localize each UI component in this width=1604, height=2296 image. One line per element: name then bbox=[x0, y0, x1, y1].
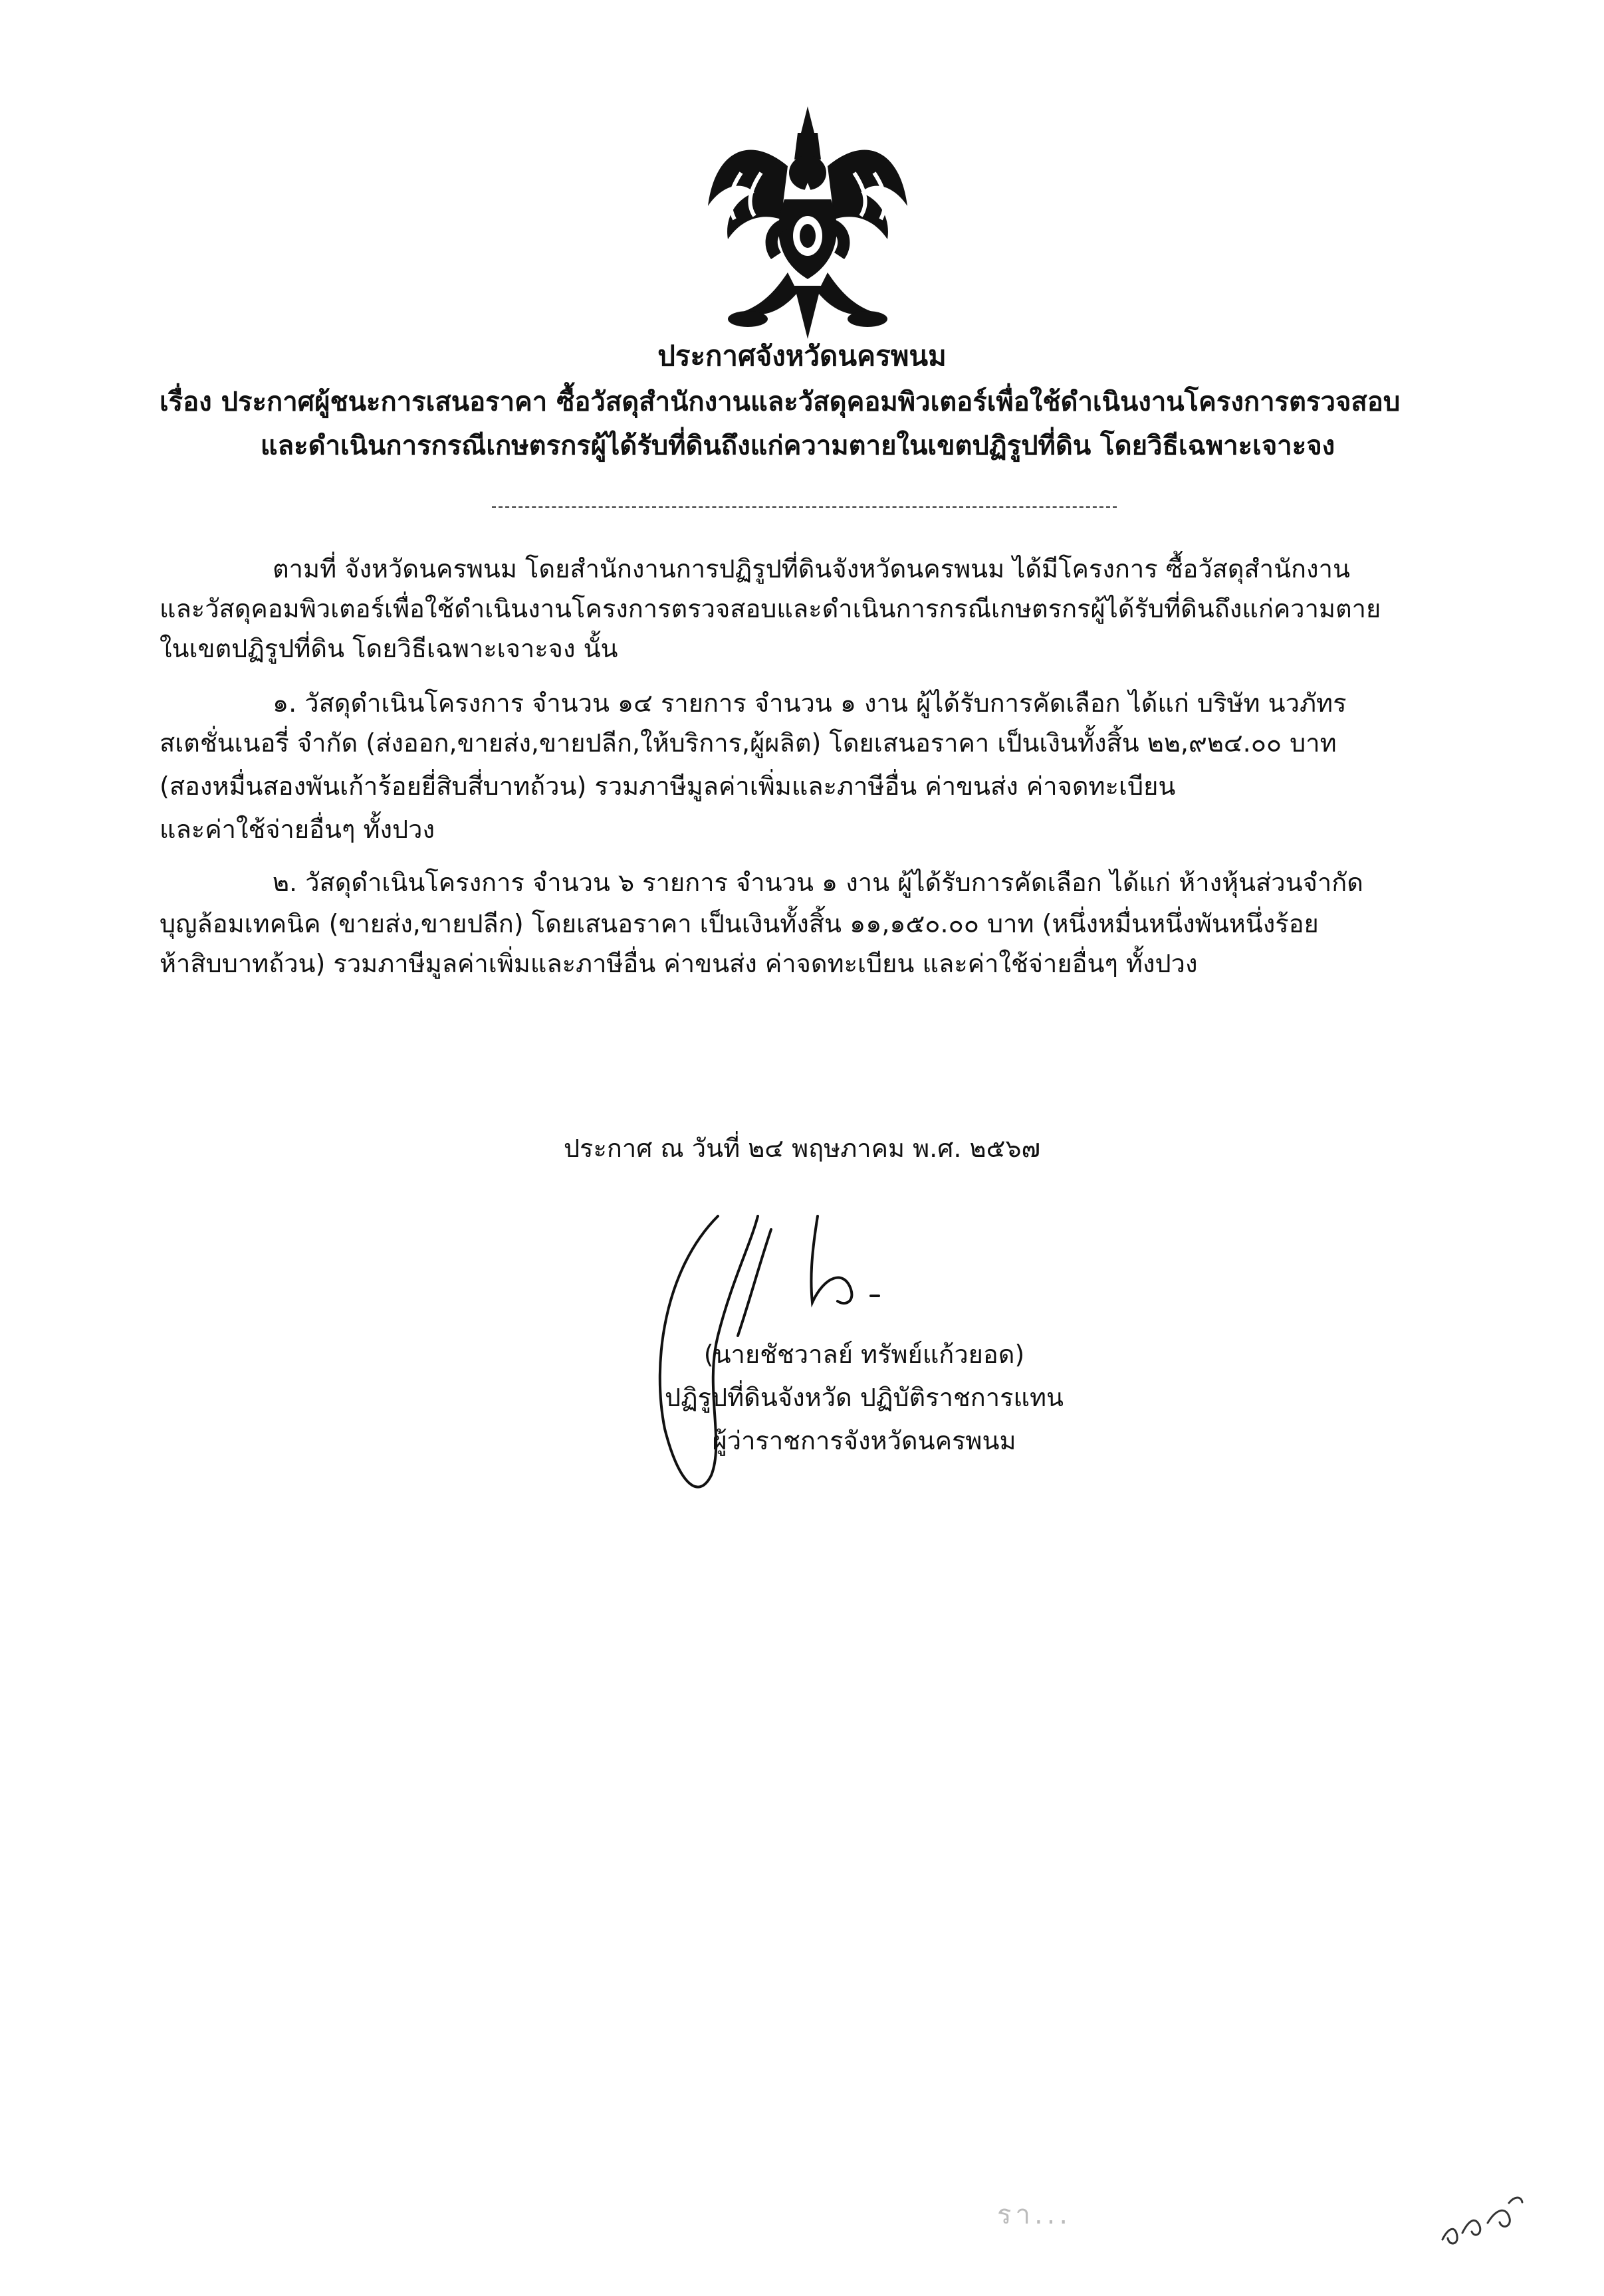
item1-line-3: (สองหมื่นสองพันเก้าร้อยยี่สิบสี่บาทถ้วน) รวมภาษีมูลค่าเพิ่มและภาษีอื่น ค่าขนส่ง ค่าจดทะเบียน bbox=[160, 772, 1176, 801]
subject-line-1: เรื่อง ประกาศผู้ชนะการเสนอราคา ซื้อวัสดุสำนักงานและวัสดุคอมพิวเตอร์เพื่อใช้ดำเนินงานโครงการตรวจสอบ bbox=[160, 387, 1401, 417]
title-divider bbox=[492, 506, 1117, 508]
signatory-name: (นายชัชวาลย์ ทรัพย์แก้วยอด) bbox=[703, 1340, 1025, 1369]
faint-stamp-mark: รา... bbox=[997, 2200, 1072, 2230]
subject-line-2: และดำเนินการกรณีเกษตรกรผู้ได้รับที่ดินถึงแก่ความตายในเขตปฏิรูปที่ดิน โดยวิธีเฉพาะเจาะจง bbox=[260, 431, 1335, 461]
handwritten-page-mark bbox=[1436, 2186, 1529, 2253]
item1-line-1: ๑. วัสดุดำเนินโครงการ จำนวน ๑๔ รายการ จำนวน ๑ งาน ผู้ได้รับการคัดเลือก ได้แก่ บริษัท นวภัทร bbox=[273, 688, 1347, 718]
item2-line-2: บุญล้อมเทคนิค (ขายส่ง,ขายปลีก) โดยเสนอราคา เป็นเงินทั้งสิ้น ๑๑,๑๕๐.๐๐ บาท (หนึ่งหมื่นหนึ่งพันหนึ่งร้อย bbox=[160, 909, 1319, 938]
announcement-date: ประกาศ ณ วันที่ ๒๔ พฤษภาคม พ.ศ. ๒๕๖๗ bbox=[563, 1134, 1041, 1163]
garuda-emblem-icon bbox=[701, 93, 914, 346]
item1-line-4: และค่าใช้จ่ายอื่นๆ ทั้งปวง bbox=[160, 815, 435, 844]
intro-line-2: และวัสดุคอมพิวเตอร์เพื่อใช้ดำเนินงานโครงการตรวจสอบและดำเนินการกรณีเกษตรกรผู้ได้รับที่ดินถึงแก่ความตาย bbox=[160, 594, 1381, 623]
signatory-position-1: ปฏิรูปที่ดินจังหวัด ปฏิบัติราชการแทน bbox=[664, 1383, 1064, 1412]
intro-line-3: ในเขตปฏิรูปที่ดิน โดยวิธีเฉพาะเจาะจง นั้น bbox=[160, 634, 618, 663]
item2-line-3: ห้าสิบบาทถ้วน) รวมภาษีมูลค่าเพิ่มและภาษีอื่น ค่าขนส่ง ค่าจดทะเบียน และค่าใช้จ่ายอื่นๆ ทั้งปวง bbox=[160, 949, 1198, 978]
item2-line-1: ๒. วัสดุดำเนินโครงการ จำนวน ๖ รายการ จำนวน ๑ งาน ผู้ได้รับการคัดเลือก ได้แก่ ห้างหุ้นส่วนจำกัด bbox=[273, 868, 1363, 897]
item1-line-2: สเตชั่นเนอรี่ จำกัด (ส่งออก,ขายส่ง,ขายปลีก,ให้บริการ,ผู้ผลิต) โดยเสนอราคา เป็นเงินทั้งสิ้น ๒๒,๙๒๔.๐๐ บาท bbox=[160, 728, 1337, 758]
intro-line-1: ตามที่ จังหวัดนครพนม โดยสำนักงานการปฏิรูปที่ดินจังหวัดนครพนม ได้มีโครงการ ซื้อวัสดุสำนักงาน bbox=[273, 554, 1350, 583]
document-title: ประกาศจังหวัดนครพนม bbox=[657, 340, 947, 372]
signatory-position-2: ผู้ว่าราชการจังหวัดนครพนม bbox=[712, 1426, 1016, 1455]
